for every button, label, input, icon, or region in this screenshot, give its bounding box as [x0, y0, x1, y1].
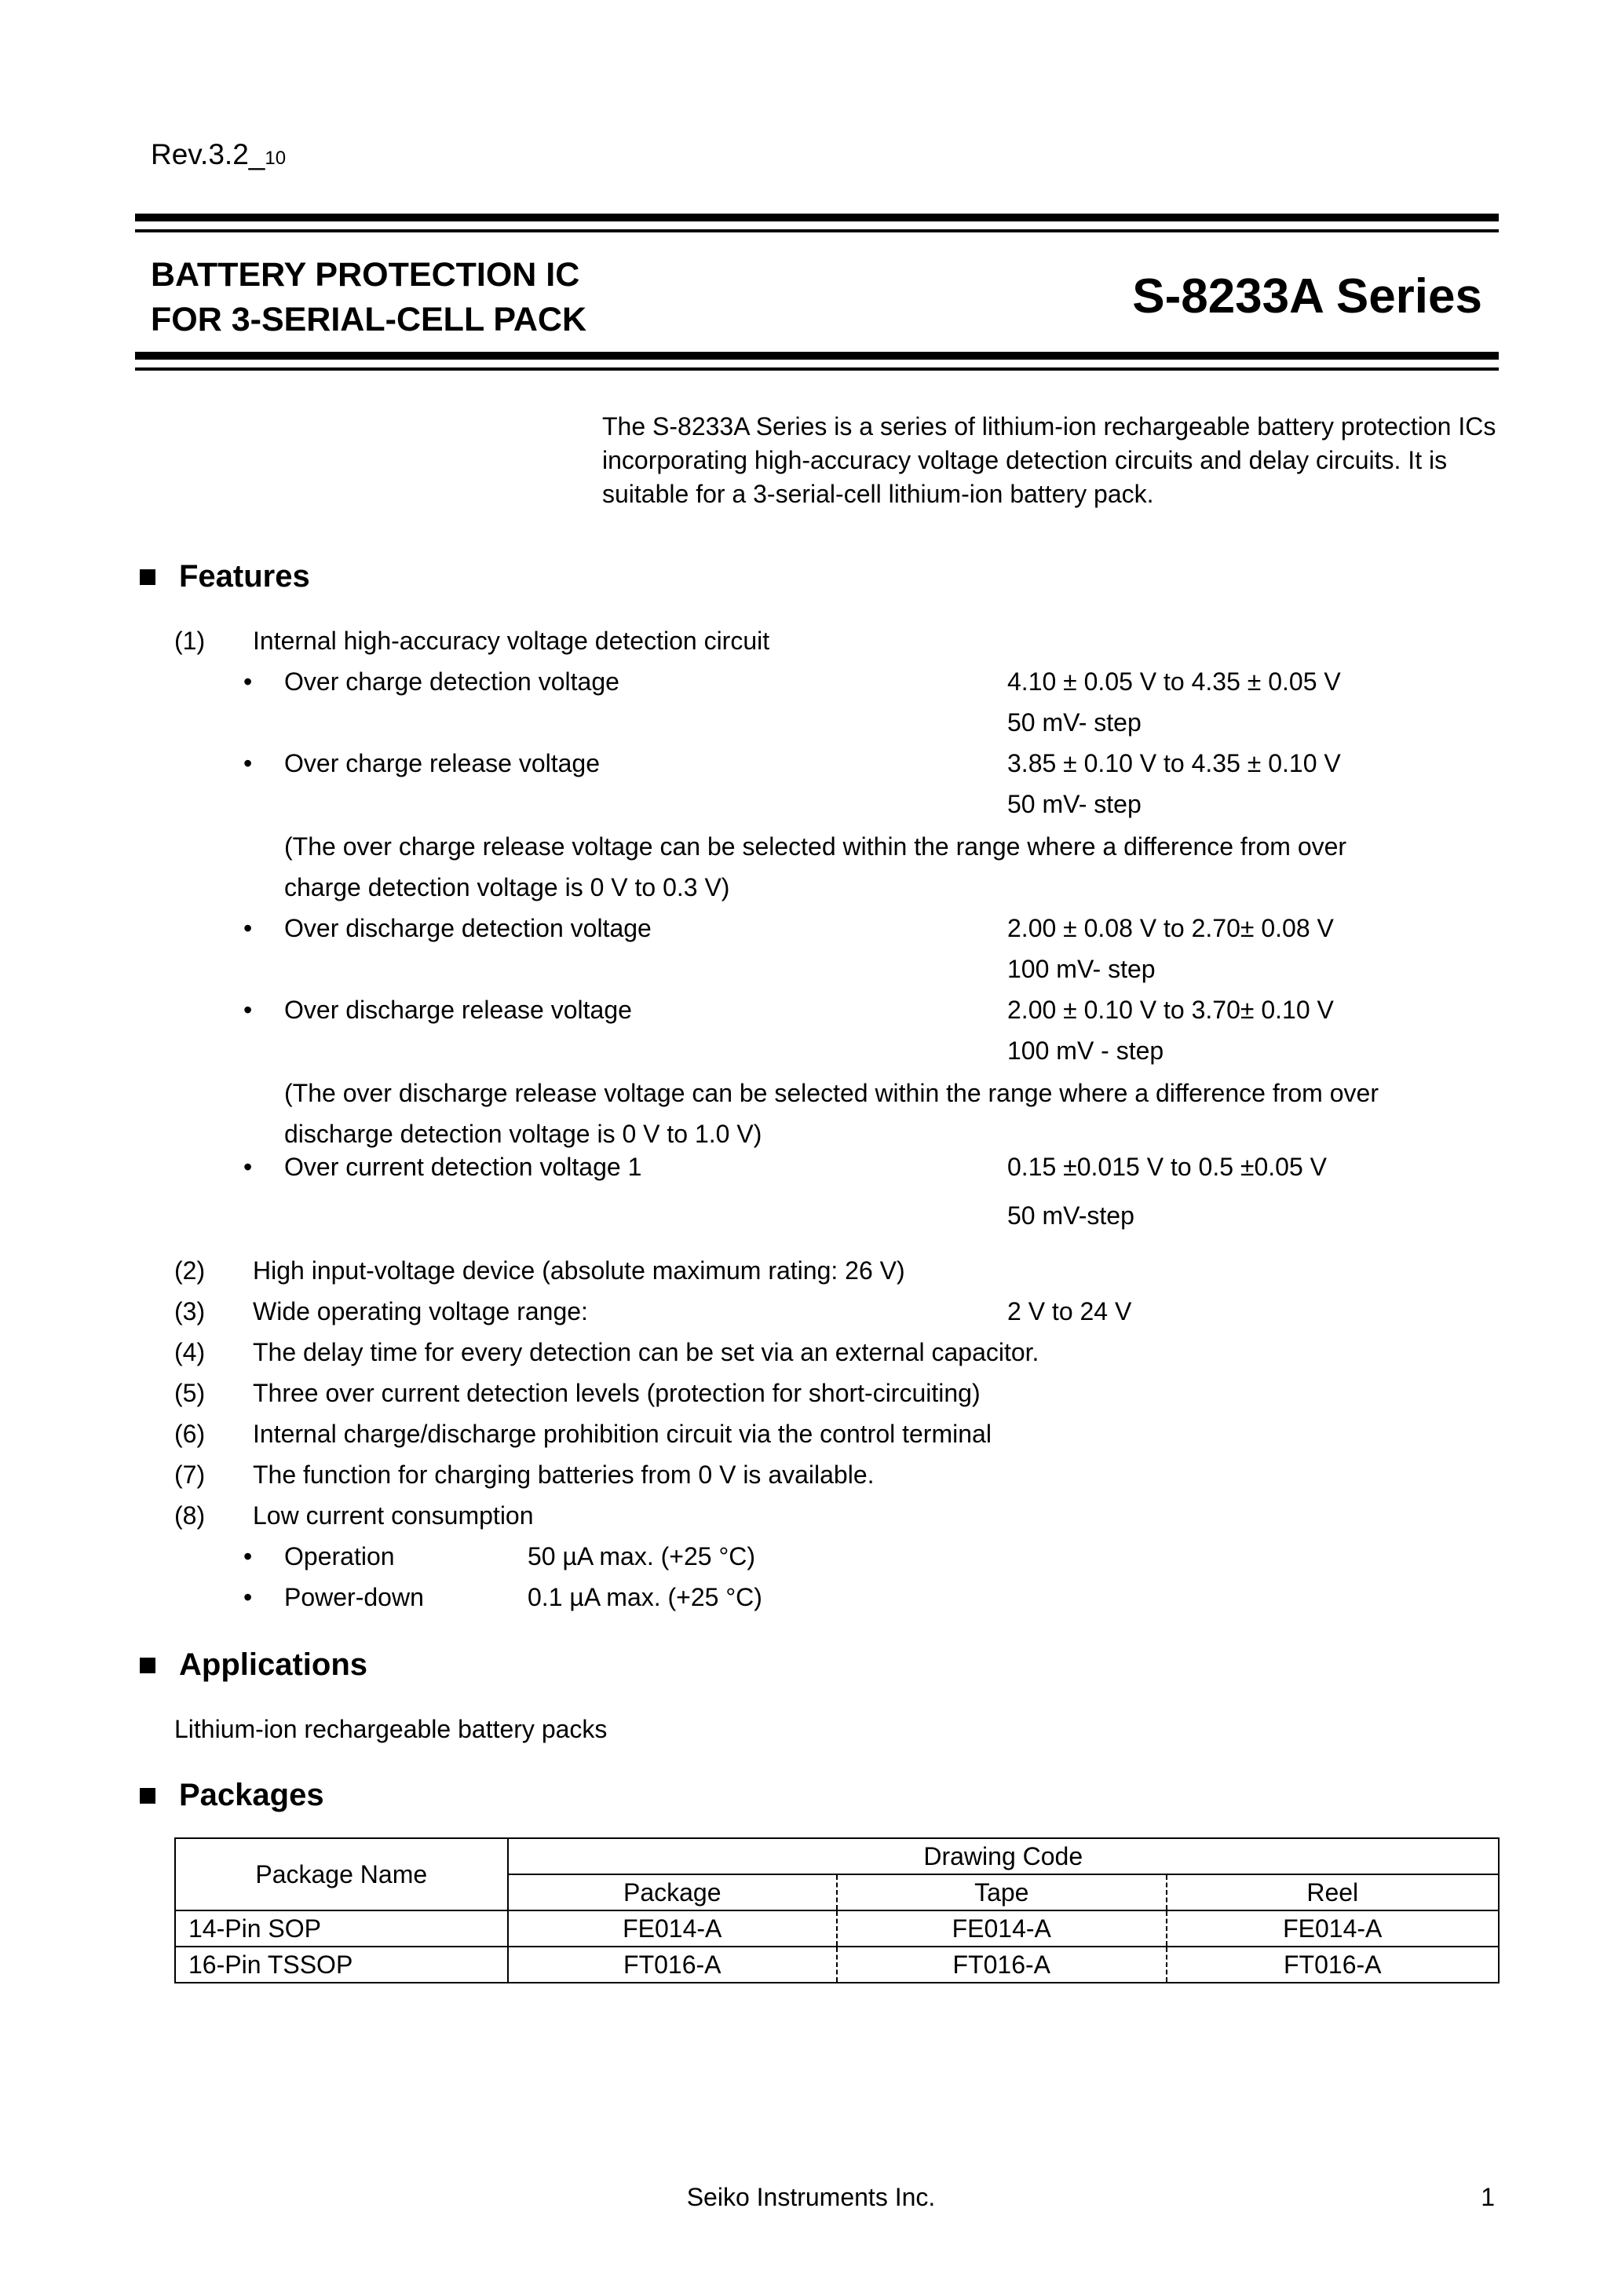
title-line-2: FOR 3-SERIAL-CELL PACK	[151, 301, 587, 338]
feature-num: (2)	[174, 1256, 206, 1285]
bullet-icon: •	[243, 1153, 253, 1181]
consumption-value: 50 µA max. (+25 °C)	[528, 1542, 756, 1570]
header-reel: Reel	[1167, 1874, 1500, 1910]
header-package: Package	[508, 1874, 838, 1910]
spec-value: 3.85 ± 0.10 V to 4.35 ± 0.10 V	[1007, 749, 1341, 777]
spec-step: 100 mV - step	[1007, 1036, 1164, 1065]
spec-step: 50 mV-step	[1007, 1201, 1134, 1230]
bullet-icon: •	[243, 1583, 253, 1611]
spec-label: Over charge detection voltage	[284, 667, 619, 696]
cell-name: 16-Pin TSSOP	[175, 1947, 508, 1983]
spec-note: charge detection voltage is 0 V to 0.3 V)	[284, 873, 730, 901]
cell-reel: FE014-A	[1167, 1910, 1500, 1947]
spec-step: 50 mV- step	[1007, 790, 1142, 818]
feature-text: High input-voltage device (absolute maximum rating: 26 V)	[253, 1256, 905, 1285]
consumption-value: 0.1 µA max. (+25 °C)	[528, 1583, 762, 1611]
spec-label: Over discharge detection voltage	[284, 914, 652, 942]
feature-text: Internal charge/discharge prohibition circuit via the control terminal	[253, 1420, 992, 1448]
revision-sub: 10	[265, 148, 287, 169]
square-bullet-icon	[140, 1658, 155, 1673]
spec-value: 2.00 ± 0.10 V to 3.70± 0.10 V	[1007, 996, 1334, 1024]
consumption-label: Power-down	[284, 1583, 424, 1611]
footer-company: Seiko Instruments Inc.	[686, 2183, 936, 2211]
title-rule-thick	[135, 352, 1499, 360]
feature-num: (6)	[174, 1420, 206, 1448]
cell-tape: FE014-A	[837, 1910, 1166, 1947]
document-title	[151, 253, 586, 342]
feature-text: Internal high-accuracy voltage detection circuit	[253, 627, 770, 655]
table-row	[175, 1910, 1499, 1947]
spec-label: Over discharge release voltage	[284, 996, 632, 1024]
page-number: 1	[1481, 2183, 1495, 2211]
feature-text: The function for charging batteries from 0 V is available.	[253, 1461, 875, 1489]
feature-num: (4)	[174, 1338, 206, 1366]
spec-step: 50 mV- step	[1007, 708, 1142, 737]
header-tape: Tape	[837, 1874, 1166, 1910]
revision-label: Rev.3.2_10	[151, 138, 287, 170]
spec-step: 100 mV- step	[1007, 955, 1156, 983]
intro-paragraph: The S-8233A Series is a series of lithium-ion rechargeable battery protection ICs incorporating high-accuracy voltage detection circuits and delay circuits. It is suitable for a 3-serial-cell lithium-ion battery pack.	[602, 412, 1496, 508]
feature-value: 2 V to 24 V	[1007, 1297, 1132, 1325]
spec-value: 2.00 ± 0.08 V to 2.70± 0.08 V	[1007, 914, 1334, 942]
cell-package: FT016-A	[508, 1947, 838, 1983]
bullet-icon: •	[243, 1542, 253, 1570]
cell-package: FE014-A	[508, 1910, 838, 1947]
spec-value: 4.10 ± 0.05 V to 4.35 ± 0.05 V	[1007, 667, 1341, 696]
title-line-1: BATTERY PROTECTION IC	[151, 256, 580, 294]
square-bullet-icon	[140, 1788, 155, 1804]
spec-note: discharge detection voltage is 0 V to 1.0 V)	[284, 1120, 762, 1148]
packages-heading: Packages	[140, 1778, 324, 1813]
top-rule-thick	[135, 214, 1499, 221]
series-name: S-8233A Series	[1132, 269, 1482, 324]
consumption-label: Operation	[284, 1542, 395, 1570]
table-row	[175, 1947, 1499, 1983]
spec-note: (The over charge release voltage can be selected within the range where a difference from over	[284, 832, 1347, 861]
cell-name: 14-Pin SOP	[175, 1910, 508, 1947]
applications-text: Lithium-ion rechargeable battery packs	[174, 1715, 608, 1743]
bullet-icon: •	[243, 749, 253, 777]
feature-text: Wide operating voltage range:	[253, 1297, 588, 1325]
feature-text: The delay time for every detection can be set via an external capacitor.	[253, 1338, 1039, 1366]
spec-value: 0.15 ±0.015 V to 0.5 ±0.05 V	[1007, 1153, 1327, 1181]
cell-tape: FT016-A	[837, 1947, 1166, 1983]
spec-label: Over current detection voltage 1	[284, 1153, 642, 1181]
top-rule-thin	[135, 229, 1499, 232]
feature-text: Low current consumption	[253, 1501, 534, 1530]
features-heading: Features	[140, 559, 310, 594]
feature-num: (1)	[174, 627, 206, 655]
feature-text: Three over current detection levels (protection for short-circuiting)	[253, 1379, 981, 1407]
bullet-icon: •	[243, 914, 253, 942]
bullet-icon: •	[243, 667, 253, 696]
spec-note: (The over discharge release voltage can be selected within the range where a difference from over	[284, 1079, 1379, 1107]
square-bullet-icon	[140, 569, 155, 585]
cell-reel: FT016-A	[1167, 1947, 1500, 1983]
feature-num: (7)	[174, 1461, 206, 1489]
feature-num: (8)	[174, 1501, 206, 1530]
bullet-icon: •	[243, 996, 253, 1024]
applications-heading: Applications	[140, 1647, 367, 1683]
packages-table	[174, 1837, 1500, 1983]
spec-label: Over charge release voltage	[284, 749, 600, 777]
header-package-name: Package Name	[175, 1838, 508, 1910]
feature-num: (5)	[174, 1379, 206, 1407]
header-drawing-code: Drawing Code	[508, 1838, 1500, 1874]
feature-num: (3)	[174, 1297, 206, 1325]
title-rule-thin	[135, 367, 1499, 371]
